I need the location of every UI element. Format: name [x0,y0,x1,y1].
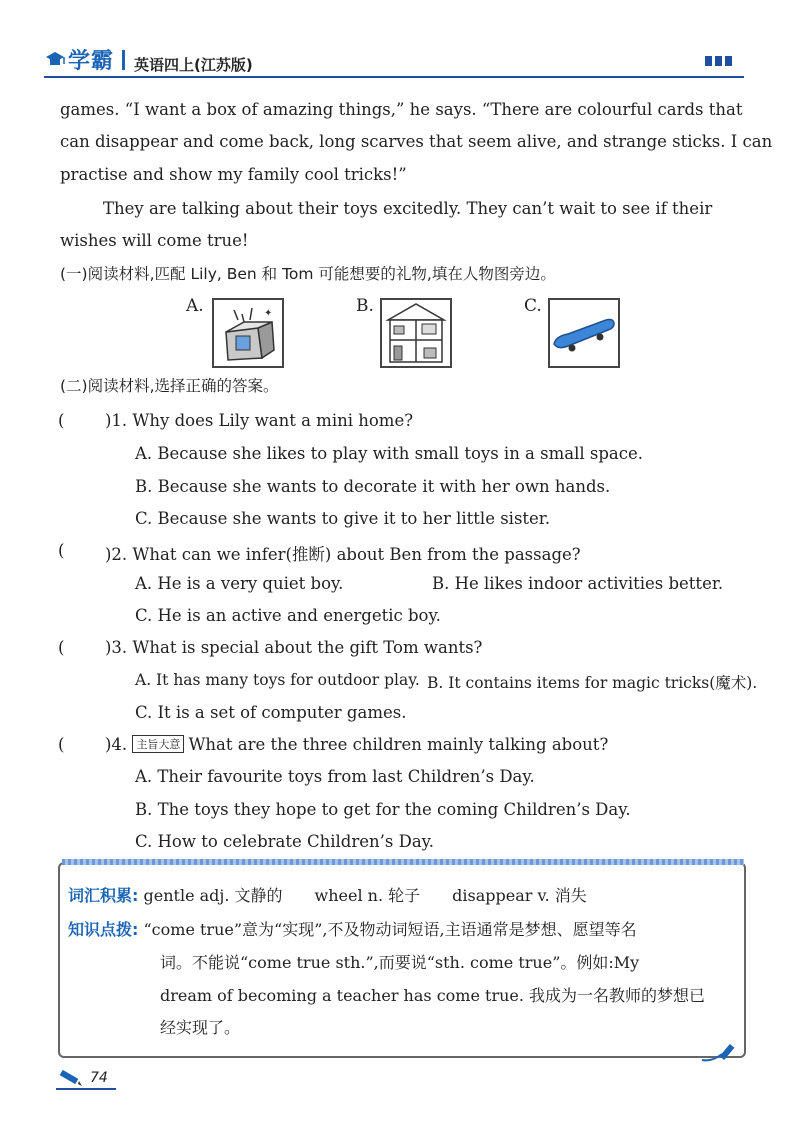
tip-text-4: 经实现了。 [160,1018,241,1037]
passage-line: games. “I want a box of amazing things,” he says. “There are colourful cards that [60,100,743,119]
tip-text-3: dream of becoming a teacher has come true. 我成为一名教师的梦想已 [160,986,706,1005]
q3-option-c: C. It is a set of computer games. [135,703,407,722]
q1-option-b: B. Because she wants to decorate it with her own hands. [135,477,611,496]
passage-line: wishes will come true! [60,231,249,250]
header-rule [44,76,744,78]
answer-blank[interactable]: ( [58,541,65,560]
q1-option-a: A. Because she likes to play with small toys in a small space. [135,444,644,463]
passage-line: practise and show my family cool tricks!” [60,165,407,184]
option-c-picture [548,298,620,368]
question-2: )2. What can we infer(推断) about Ben from the passage? [105,545,581,564]
question-4-stem: What are the three children mainly talking about? [188,735,609,754]
q2-option-b: B. He likes indoor activities better. [432,574,724,593]
pencil-icon [700,1040,740,1066]
option-b-label: B. [356,296,374,316]
answer-blank[interactable]: ( [58,638,65,657]
header-marks [705,56,732,66]
question-1: )1. Why does Lily want a mini home? [105,411,414,430]
pen-icon [56,1068,84,1088]
tip-line [68,917,637,940]
notes-box-top-stripe [62,859,744,865]
passage-line: can disappear and come back, long scarves that seem alive, and strange sticks. I can [60,132,773,151]
q3-option-a: A. It has many toys for outdoor play. [135,671,420,689]
vocab-line [68,883,587,906]
q4-option-c: C. How to celebrate Children’s Day. [135,832,435,851]
q3-option-b: B. It contains items for magic tricks(魔术). [427,674,758,692]
part1-instruction: (一)阅读材料,匹配 Lily, Ben 和 Tom 可能想要的礼物,填在人物图旁边。 [60,265,556,283]
q1-option-c: C. Because she wants to give it to her little sister. [135,509,551,528]
question-4-number: )4. [105,735,128,754]
vocab-key: 词汇积累: [68,886,139,905]
vocab-text: gentle adj. 文静的 wheel n. 轮子 disappear v. 消失 [143,886,587,905]
book-title: 英语四上(江苏版) [134,56,253,74]
option-b-picture [380,298,452,368]
option-c-label: C. [524,296,542,316]
question-4 [105,735,608,754]
tip-text-1: “come true”意为“实现”,不及物动词短语,主语通常是梦想、愿望等名 [143,920,637,939]
magic-box-icon [214,300,282,366]
passage-line: They are talking about their toys excitedly. They can’t wait to see if their [103,199,713,218]
q4-option-b: B. The toys they hope to get for the coming Children’s Day. [135,800,631,819]
svg-text:✦: ✦ [264,308,273,319]
option-a-label: A. [186,296,204,316]
q4-option-a: A. Their favourite toys from last Children’s Day. [135,767,535,786]
skateboard-icon [550,300,618,366]
logo-divider [122,50,125,70]
page-header [44,40,744,82]
tip-key: 知识点拨: [68,920,139,939]
page-number: 74 [90,1070,108,1086]
logo-text: 学霸 [68,49,115,74]
question-3: )3. What is special about the gift Tom wants? [105,638,483,657]
answer-blank[interactable]: ( [58,735,65,754]
tip-text-2: 词。不能说“come true sth.”,而要说“sth. come true”。例如:My [160,953,640,972]
answer-blank[interactable]: ( [58,411,65,430]
q2-option-c: C. He is an active and energetic boy. [135,606,441,625]
graduation-cap-icon [44,49,66,71]
q2-option-a: A. He is a very quiet boy. [135,574,344,593]
part2-instruction: (二)阅读材料,选择正确的答案。 [60,377,279,395]
main-idea-tag: 主旨大意 [132,735,184,753]
logo [44,44,125,75]
dollhouse-icon [382,300,450,366]
footer-rule [56,1088,116,1090]
option-a-picture [212,298,284,368]
